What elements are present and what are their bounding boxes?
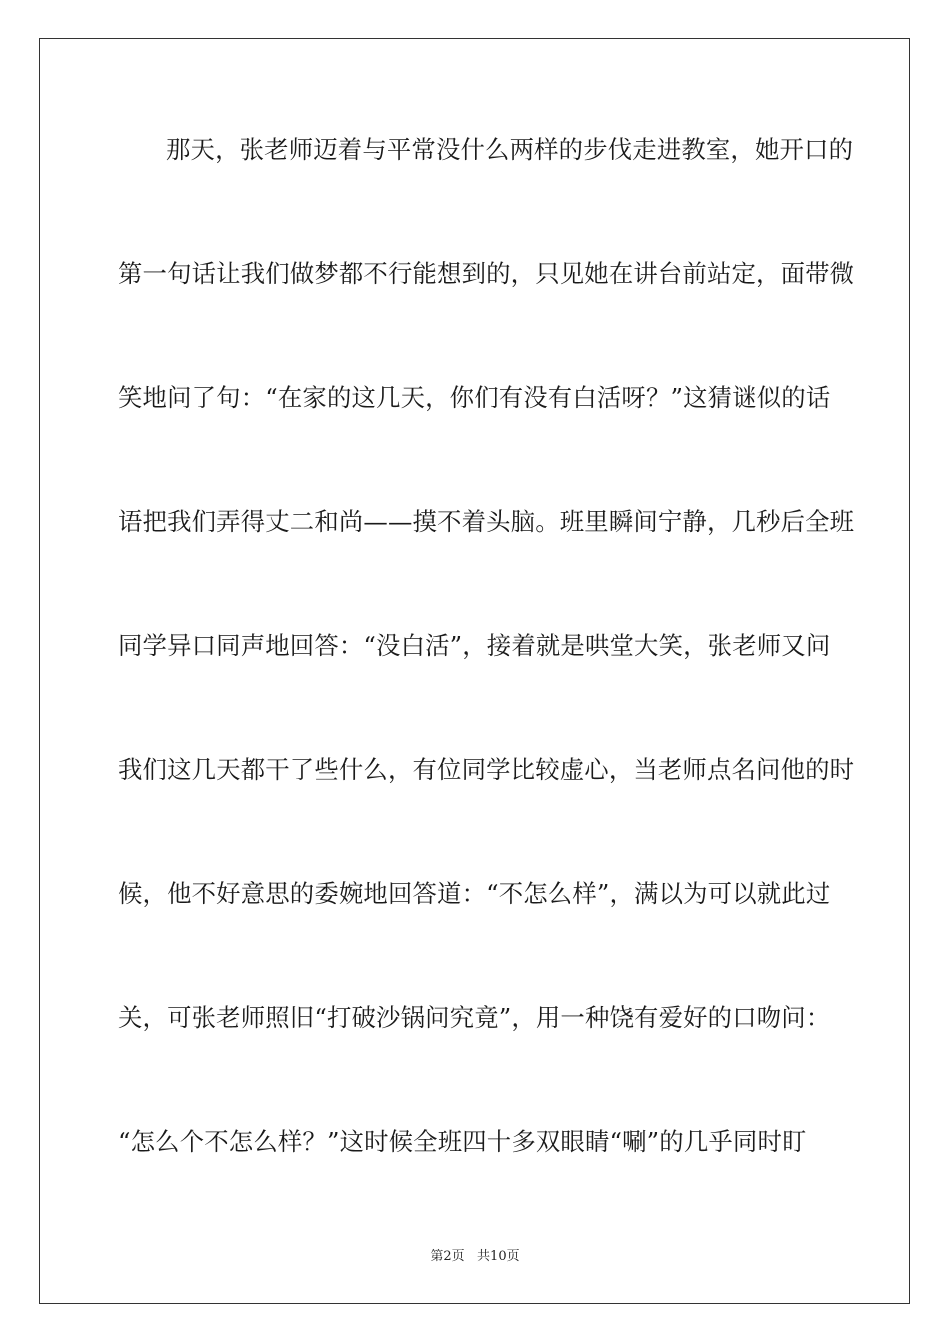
body-text <box>118 128 855 1244</box>
paragraph-line: 那天，张老师迈着与平常没什么两样的步伐走进教室，她开口的 <box>166 135 854 164</box>
paragraph-line: 笑地问了句：“在家的这几天，你们有没有白活呀？”这猜谜似的话 <box>118 383 831 412</box>
paragraph-line: 关，可张老师照旧“打破沙锅问究竟”，用一种饶有爱好的口吻问： <box>118 1003 831 1032</box>
paragraph-line: 候，他不好意思的委婉地回答道：“不怎么样”，满以为可以就此过 <box>118 879 831 908</box>
paragraph-line: 语把我们弄得丈二和尚——摸不着头脑。班里瞬间宁静，几秒后全班 <box>118 507 855 536</box>
paragraph-line: “怎么个不怎么样？”这时候全班四十多双眼睛“唰”的几乎同时盯 <box>118 1127 807 1156</box>
paragraph-line: 我们这几天都干了些什么，有位同学比较虚心，当老师点名问他的时 <box>118 755 855 784</box>
paragraph-line: 同学异口同声地回答：“没白活”，接着就是哄堂大笑，张老师又问 <box>118 631 831 660</box>
page-number-footer: 第2页 共10页 <box>430 1249 520 1264</box>
paragraph-line: 第一句话让我们做梦都不行能想到的，只见她在讲台前站定，面带微 <box>118 259 855 288</box>
